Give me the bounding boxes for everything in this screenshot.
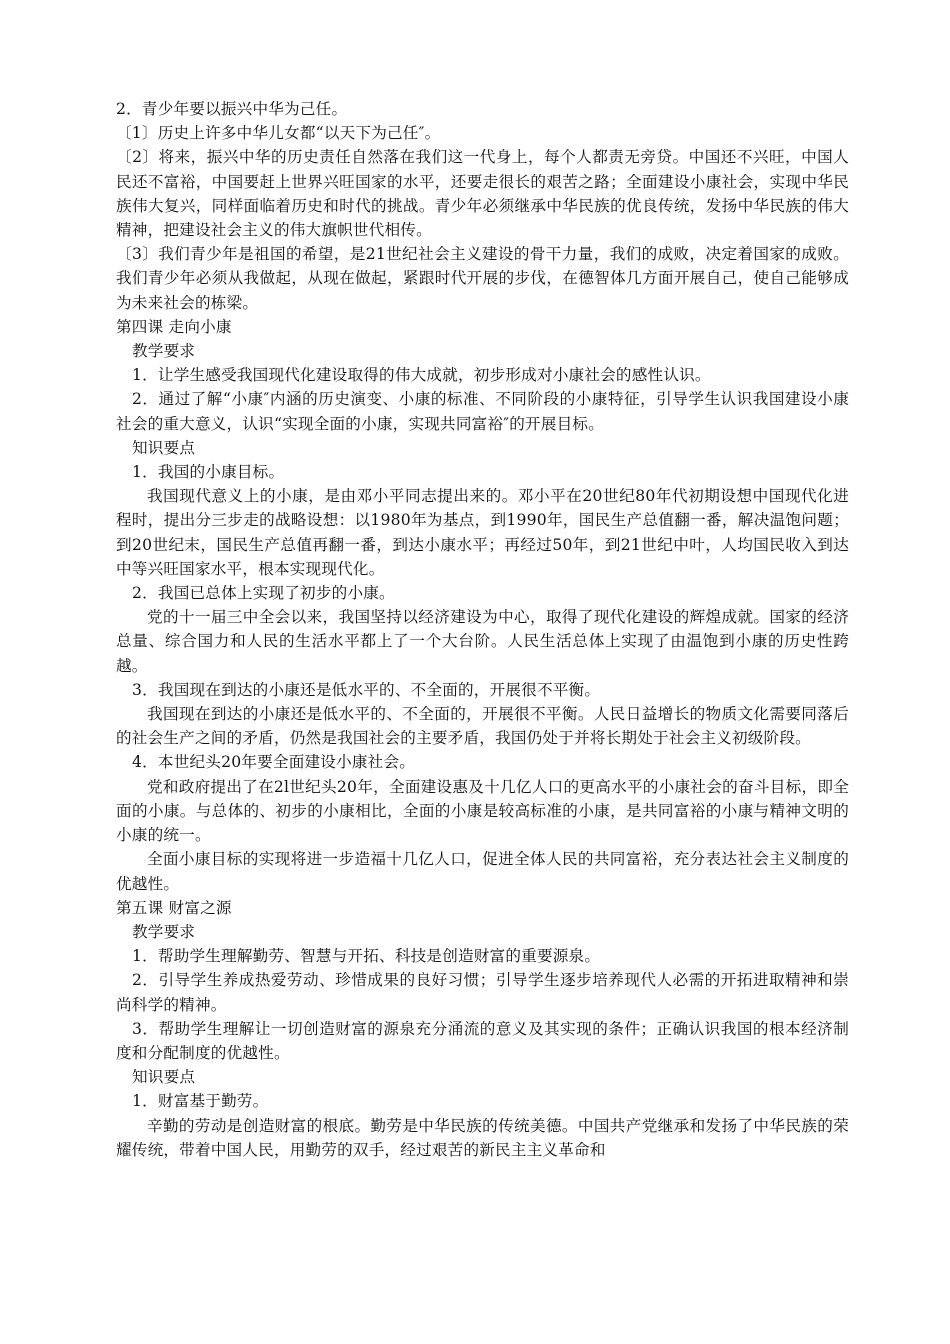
paragraph: 全面小康目标的实现将进一步造福十几亿人口，促进全体人民的共同富裕，充分表达社会主义制度的优越性。 [116,850,849,893]
paragraph: 我国现代意义上的小康，是由邓小平同志提出来的。邓小平在20世纪80年代初期设想中国现代化进程时，提出分三步走的战略设想：以1980年为基点，到1990年，国民生产总值翻一番，解决温饱问题；到20世纪末，国民生产总值再翻一番，到达小康水平；再经过50年，到21世纪中叶，人均国民收入到达中等兴旺国家水平，根本实现现代化。 [116,487,849,578]
paragraph: 〔2〕将来，振兴中华的历史责任自然落在我们这一代身上，每个人都责无旁贷。中国还不兴旺，中国人民还不富裕，中国要赶上世界兴旺国家的水平，还要走很长的艰苦之路；全面建设小康社会，实现中华民族伟大复兴，同样面临着历史和时代的挑战。青少年必须继承中华民族的优良传统，发扬中华民族的伟大精神，把建设社会主义的伟大旗帜世代相传。 [116,148,849,240]
lesson-heading: 第五课 财富之源 [116,898,232,917]
paragraph: 辛勤的劳动是创造财富的根底。勤劳是中华民族的传统美德。中国共产党继承和发扬了中华民族的荣耀传统，带着中国人民，用勤劳的双手，经过艰苦的新民主主义革命和 [116,1116,849,1159]
list-item: 3．帮助学生理解让一切创造财富的源泉充分涌流的意义及其实现的条件；正确认识我国的根本经济制度和分配制度的优越性。 [116,1019,849,1062]
paragraph: 我国现在到达的小康还是低水平的、不全面的，开展很不平衡。人民日益增长的物质文化需要同落后的社会生产之间的矛盾，仍然是我国社会的主要矛盾，我国仍处于并将长期处于社会主义初级阶段。 [116,705,849,748]
list-item: 4．本世纪头20年要全面建设小康社会。 [132,753,416,772]
section-title: 2．青少年要以振兴中华为己任。 [116,100,348,118]
list-item: 2．我国已总体上实现了初步的小康。 [132,584,395,603]
paragraph: 党的十一届三中全会以来，我国坚持以经济建设为中心，取得了现代化建设的辉煌成就。国家的经济总量、综合国力和人民的生活水平都上了一个大台阶。人民生活总体上实现了由温饱到小康的历史性跨越。 [116,608,849,675]
paragraph: 党和政府提出了在2l世纪头20年，全面建设惠及十几亿人口的更高水平的小康社会的奋斗目标，即全面的小康。与总体的、初步的小康相比，全面的小康是较高标准的小康，是共同富裕的小康与精神文明的小康的统一。 [116,777,849,845]
subheading: 教学要求 [132,922,196,941]
list-item: 2．通过了解“小康″内涵的历史演变、小康的标准、不同阶段的小康特征，引导学生认识我国建设小康社会的重大意义，认识“实现全面的小康，实现共同富裕″的开展目标。 [116,390,849,433]
list-item: 1．我国的小康目标。 [132,463,285,482]
list-item: 2．引导学生养成热爱劳动、珍惜成果的良好习惯；引导学生逐步培养现代人必需的开拓进取精神和崇尚科学的精神。 [116,971,849,1014]
lesson-heading: 第四课 走向小康 [116,317,232,336]
document-body [116,97,849,1162]
subheading: 知识要点 [132,1068,196,1087]
list-item: 3．我国现在到达的小康还是低水平的、不全面的，开展很不平衡。 [132,680,601,699]
subheading: 教学要求 [132,342,196,361]
paragraph: 〔1〕历史上许多中华儿女都“以天下为己任″。 [116,124,441,143]
paragraph: 〔3〕我们青少年是祖国的希望，是21世纪社会主义建设的骨干力量，我们的成败，决定着国家的成败。我们青少年必须从我做起，从现在做起，紧跟时代开展的步伐，在德智体几方面开展自己，使自己能够成为未来社会的栋梁。 [116,245,849,312]
list-item: 1．财富基于勤劳。 [132,1092,269,1111]
list-item: 1．帮助学生理解勤劳、智慧与开拓、科技是创造财富的重要源泉。 [132,947,601,966]
subheading: 知识要点 [132,438,196,457]
list-item: 1．让学生感受我国现代化建设取得的伟大成就，初步形成对小康社会的感性认识。 [132,366,711,385]
